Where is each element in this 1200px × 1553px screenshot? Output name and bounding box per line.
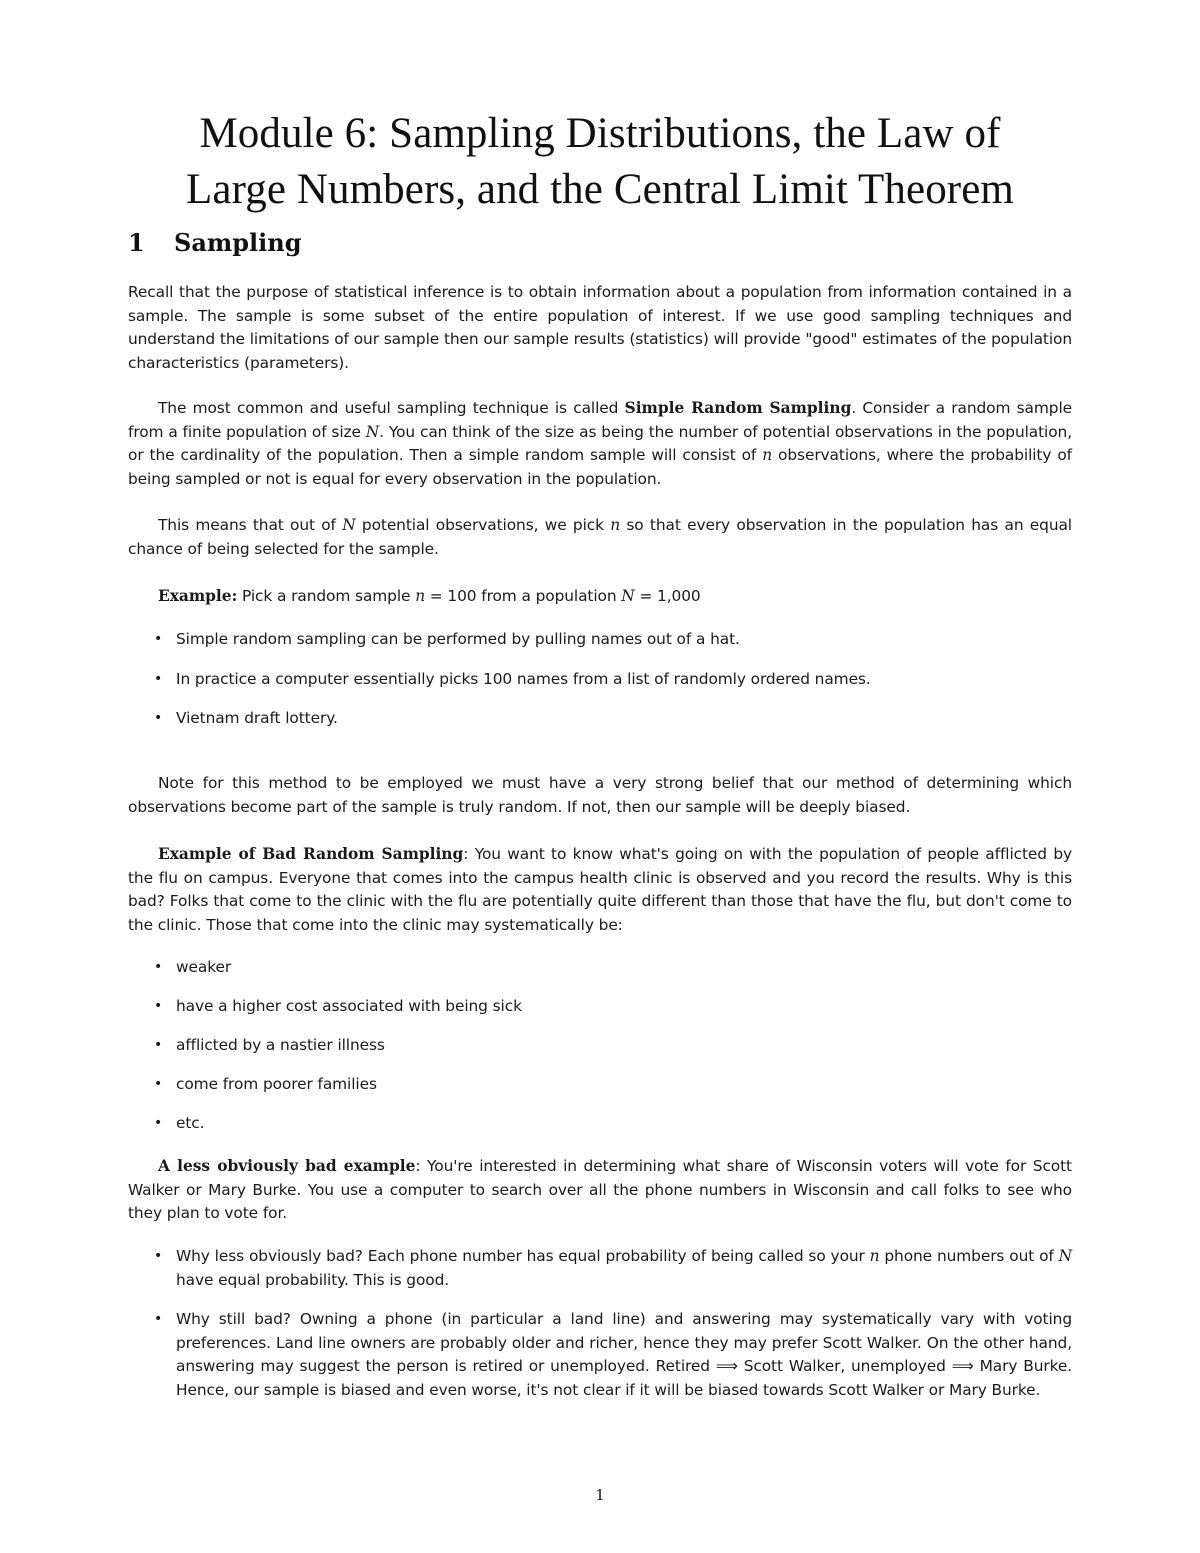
section-heading — [128, 228, 302, 257]
list-item-text: have a higher cost associated with being sick — [176, 997, 522, 1016]
bullet-icon: • — [154, 959, 163, 975]
text-run: potential observations, we pick — [355, 516, 611, 534]
list-item-text: etc. — [176, 1114, 205, 1133]
list-item-text: Why still bad? Owning a phone (in particular a land line) and answering may systematically vary with voting preferences. Land line owners are probably older and richer, hence they may prefer Scott Walker. On the other hand, answering may suggest the person is retired or unemployed. Retired ⟹ Scott Walker, unemployed ⟹ Mary Burke. Hence, our sample is biased and even worse, it's not clear if it will be biased towards Scott Walker or Mary Burke. — [176, 1310, 1072, 1399]
text-run: Why less obviously bad? Each phone number has equal probability of being called so your — [176, 1247, 870, 1265]
bullet-icon: • — [154, 631, 163, 647]
list-item — [150, 1245, 1072, 1292]
list-item — [150, 707, 1072, 731]
text-run: . You can think of the size as being the number of potential observations in the population, or the cardinality of the population. Then a simple random sample will consist of — [128, 422, 1072, 465]
list-item — [150, 956, 1072, 980]
list-item-text: come from poorer families — [176, 1075, 377, 1094]
text-run: . Consider a random sample from a finite population of size — [128, 399, 1072, 441]
text-run: : You're interested in determining what share of Wisconsin voters will vote for Scott Walker or Mary Burke. You use a computer to search over all the phone numbers in Wisconsin and call folks to see who they plan to vote for. — [128, 1157, 1072, 1223]
paragraph-example-bad-sampling — [128, 843, 1072, 937]
example-label: A less obviously bad example — [158, 1157, 416, 1175]
paragraph-less-obvious-example — [128, 1155, 1072, 1226]
paragraph-note: Note for this method to be employed we must have a very strong belief that our method of determining which observations become part of the sample is truly random. If not, then our sample will be deeply biased. — [128, 774, 1072, 816]
bullet-icon: • — [154, 1076, 163, 1093]
text-run: = 1,000 — [634, 587, 701, 605]
bullet-icon: • — [154, 1115, 163, 1132]
list-item-text: afflicted by a nastier illness — [176, 1036, 385, 1055]
list-item — [150, 668, 1072, 692]
math-N: N — [365, 422, 380, 441]
text-run: have equal probability. This is good. — [176, 1270, 450, 1289]
example-label: Example: — [158, 587, 238, 605]
math-N: N — [342, 516, 356, 534]
list-item-text: Vietnam draft lottery. — [176, 709, 338, 728]
paragraph-selection — [128, 514, 1072, 561]
list-sampling-methods — [150, 628, 1072, 731]
text-run: The most common and useful sampling technique is called — [158, 399, 625, 417]
math-n: n — [415, 587, 425, 605]
math-n: n — [610, 516, 621, 534]
list-item-text: Simple random sampling can be performed by pulling names out of a hat. — [176, 630, 740, 648]
math-N: N — [1058, 1247, 1072, 1265]
text-run: phone numbers out of — [879, 1247, 1059, 1265]
list-item — [150, 995, 1072, 1019]
list-item — [150, 1112, 1072, 1136]
section-title: Sampling — [174, 228, 302, 257]
bullet-icon: • — [154, 998, 163, 1015]
math-n: n — [762, 446, 773, 465]
paragraph-simple-random-sampling — [128, 397, 1072, 491]
math-N: N — [621, 587, 635, 605]
text-run: Pick a random sample — [237, 587, 416, 605]
page-number: 1 — [595, 1486, 605, 1504]
bullet-icon: • — [154, 1248, 163, 1264]
bullet-icon: • — [154, 1037, 163, 1054]
list-item — [150, 1073, 1072, 1097]
text-run: observations, where the probability of being sampled or not is equal for every observation in the population. — [128, 446, 1072, 488]
list-item — [150, 1308, 1072, 1402]
text-run: : You want to know what's going on with the population of people afflicted by the flu on campus. Everyone that comes into the campus health clinic is observed and you record the results. Why is this bad? Folks that come to the clinic with the flu are potentially quite different than those that have the flu, but don't come to the clinic. Those that come into the clinic may systematically be: — [128, 845, 1072, 934]
term-simple-random-sampling: Simple Random Sampling — [624, 399, 852, 417]
section-number: 1 — [128, 228, 145, 257]
list-phone-sampling — [150, 1245, 1072, 1403]
text-run: This means that out of — [158, 516, 343, 534]
paragraph-intro: Recall that the purpose of statistical inference is to obtain information about a population from information contained in a sample. The sample is some subset of the entire population of interest. If we use good sampling techniques and understand the limitations of our sample then our sample results (statistics) will provide "good" estimates of the population characteristics (parameters). — [128, 283, 1072, 372]
document-title — [128, 106, 1072, 218]
list-item-text: In practice a computer essentially picks 100 names from a list of randomly ordered names. — [176, 669, 871, 688]
bullet-icon: • — [154, 1311, 163, 1328]
text-run: = 100 from a population — [425, 587, 622, 605]
list-item — [150, 1034, 1072, 1058]
bullet-icon: • — [154, 670, 163, 687]
list-item-text: weaker — [176, 958, 232, 976]
paragraph-example-1 — [128, 585, 1072, 609]
text-run: so that every observation in the population has an equal chance of being selected for the sample. — [128, 516, 1072, 558]
title-line-2: Large Numbers, and the Central Limit Theorem — [186, 166, 1014, 213]
bullet-icon: • — [154, 710, 163, 727]
example-label: Example of Bad Random Sampling — [158, 845, 464, 863]
list-item — [150, 628, 1072, 652]
title-line-1: Module 6: Sampling Distributions, the Law of — [199, 110, 1001, 157]
math-n: n — [869, 1247, 880, 1265]
list-clinic-characteristics — [150, 956, 1072, 1136]
